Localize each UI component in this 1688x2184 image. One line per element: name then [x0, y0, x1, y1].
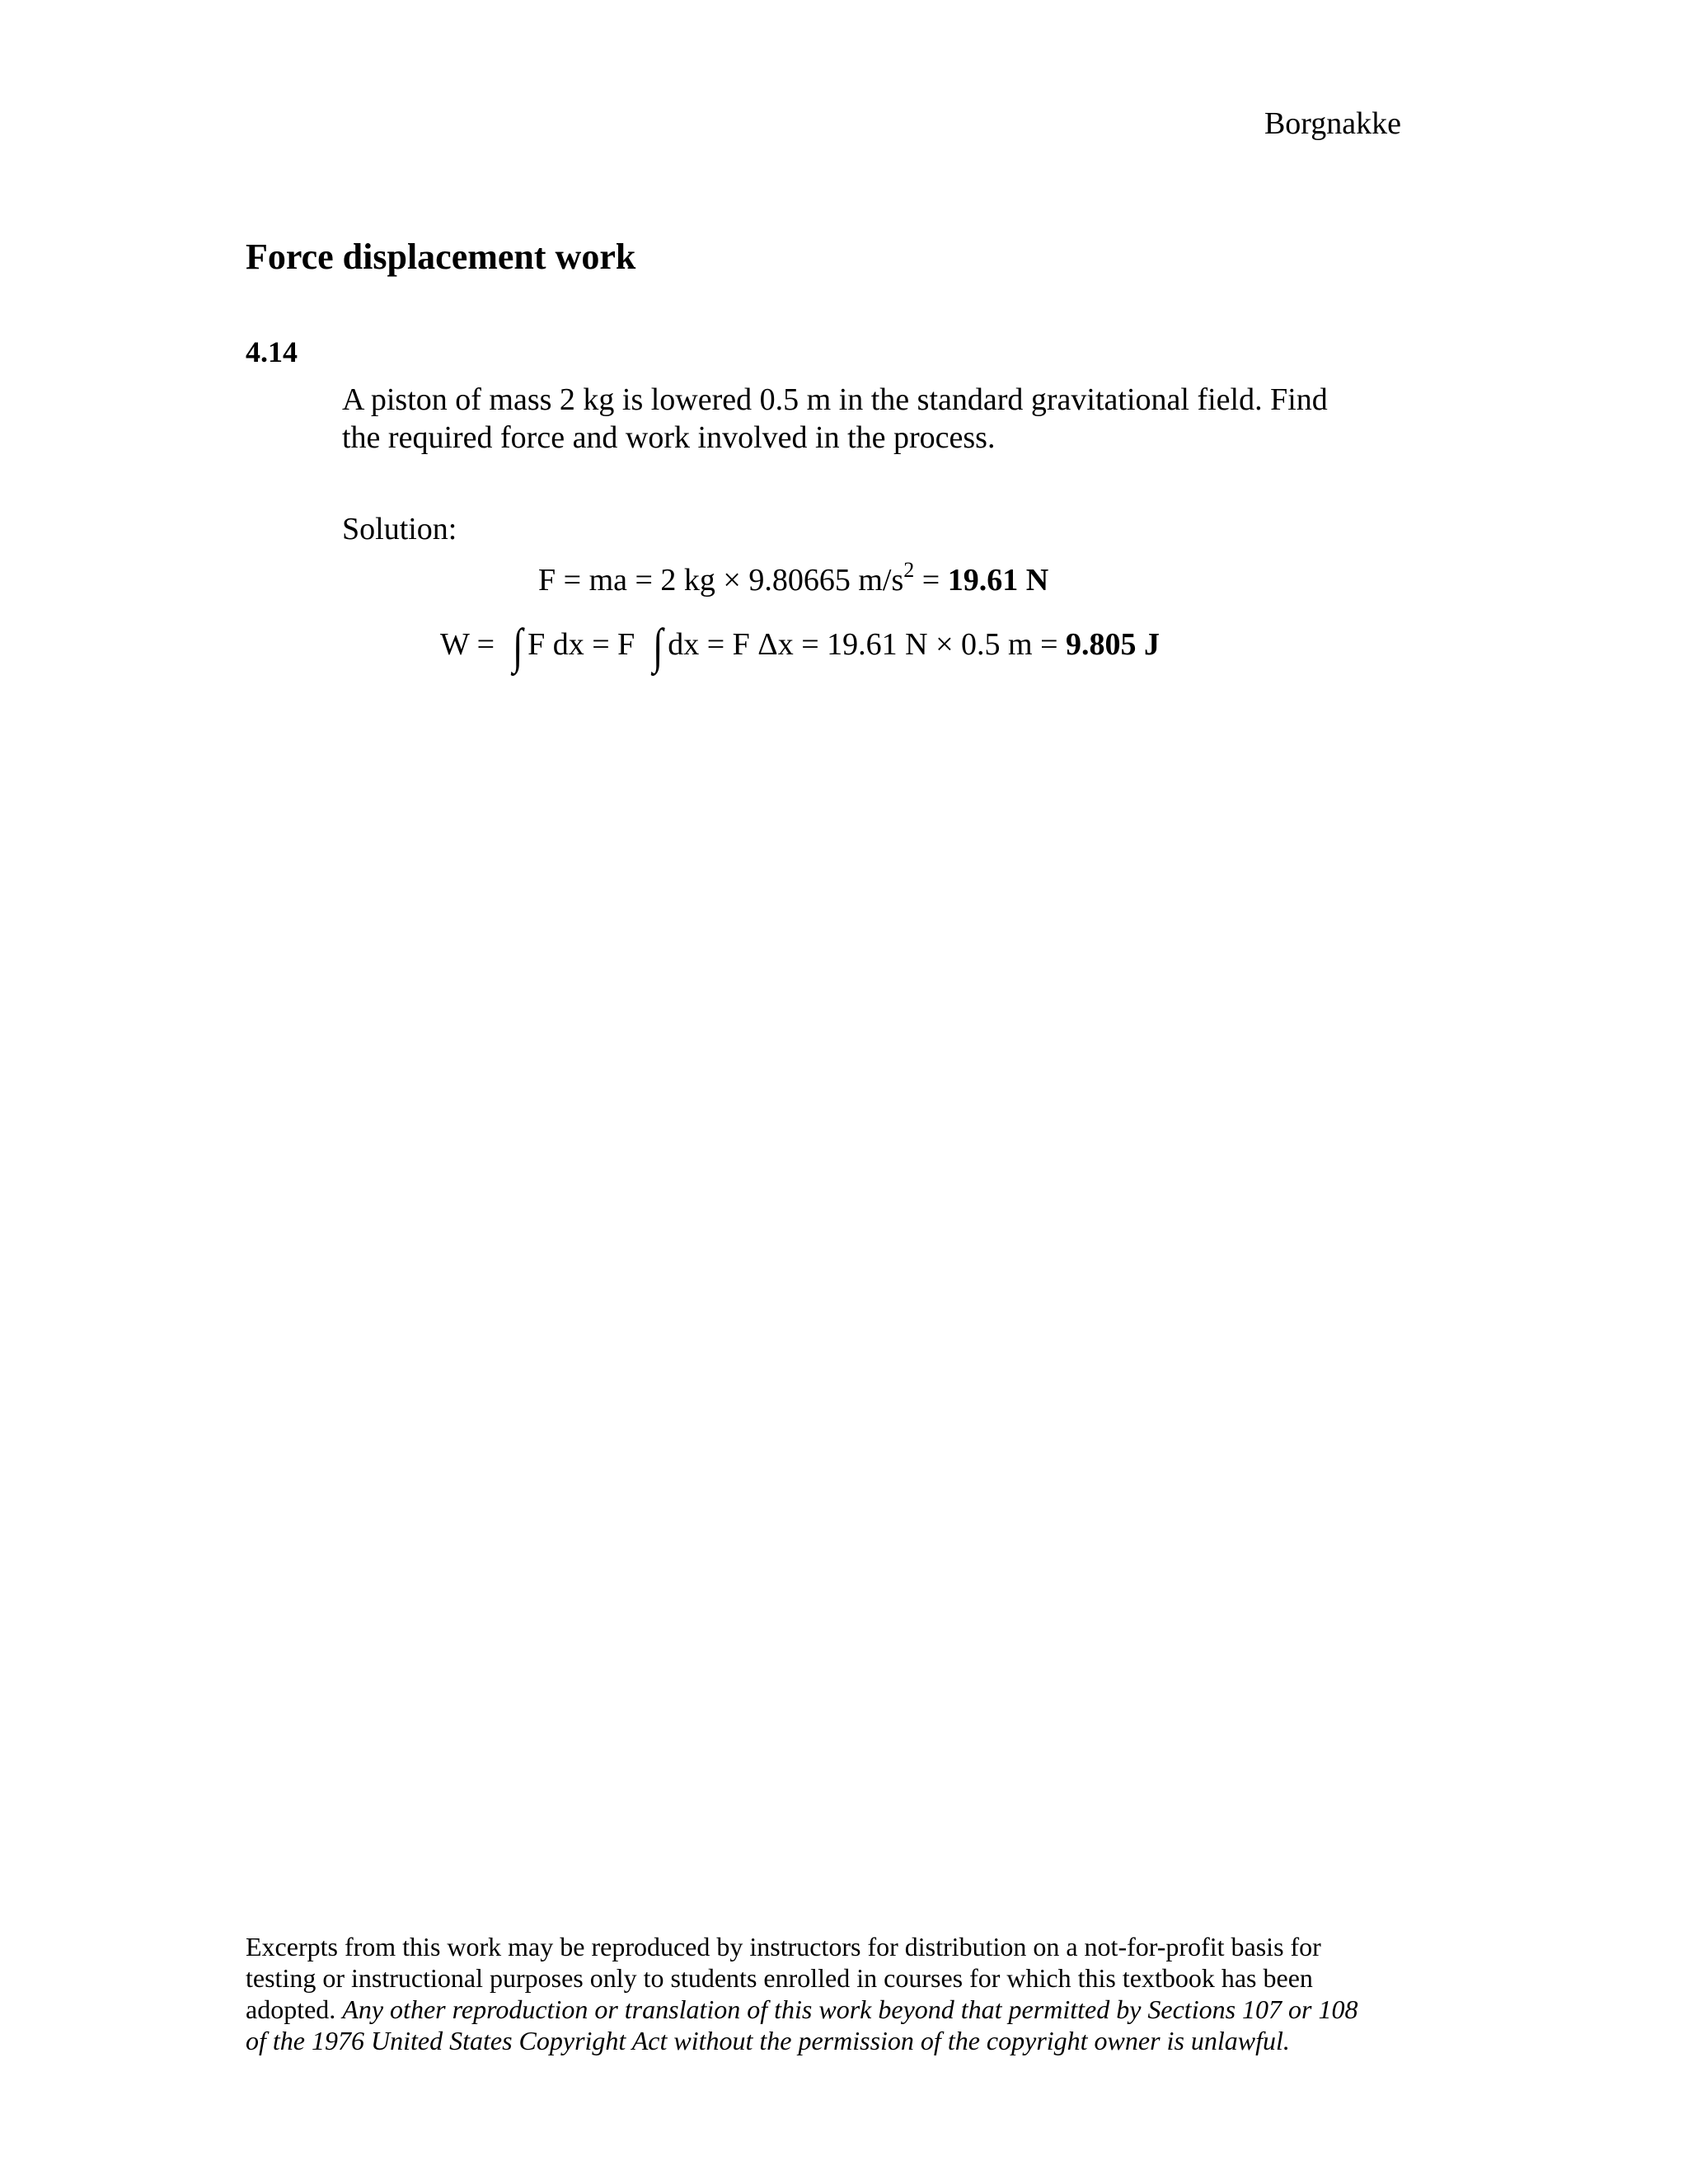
copyright-footer — [246, 1931, 1449, 2056]
problem-statement — [342, 381, 1438, 457]
integral-symbol-1: ∫ — [512, 619, 523, 673]
footer-line-1: Excerpts from this work may be reproduced by instructors for distribution on a not-for-profit basis for — [246, 1932, 1321, 1961]
footer-line-4-italic: of the 1976 United States Copyright Act without the permission of the copyright owner is unlawful. — [246, 2026, 1290, 2055]
integral-symbol-2: ∫ — [652, 619, 663, 673]
work-equation-part-2: dx = F Δx = 19.61 N × 0.5 m = — [668, 627, 1066, 662]
footer-line-4 — [246, 2025, 1449, 2056]
work-equation-label: W = — [440, 627, 495, 662]
footer-line-3-italic: Any other reproduction or translation of this work beyond that permitted by Sections 107 or 108 — [342, 1994, 1358, 2024]
problem-text-line-1: A piston of mass 2 kg is lowered 0.5 m in the standard gravitational field. Find — [342, 382, 1328, 417]
section-title: Force displacement work — [246, 237, 636, 277]
work-equation — [440, 619, 1160, 673]
footer-line-3-plain: adopted. — [246, 1994, 343, 2024]
force-equation — [538, 558, 1049, 598]
work-equation-result: 9.805 J — [1066, 627, 1160, 662]
work-equation-part-1: F dx = F — [528, 627, 635, 662]
force-equation-lhs: F = ma = 2 kg × 9.80665 m/s — [538, 563, 904, 598]
footer-line-2: testing or instructional purposes only to students enrolled in courses for which this textbook has been — [246, 1963, 1313, 1993]
force-equation-equals: = — [914, 563, 948, 598]
solution-label: Solution: — [342, 512, 457, 546]
footer-line-3 — [246, 1994, 1449, 2025]
problem-text-line-2: the required force and work involved in the process. — [342, 420, 996, 455]
problem-number: 4.14 — [246, 335, 298, 368]
header-author: Borgnakke — [1264, 106, 1401, 141]
force-equation-result: 19.61 N — [947, 563, 1049, 598]
force-equation-exponent: 2 — [903, 558, 915, 582]
